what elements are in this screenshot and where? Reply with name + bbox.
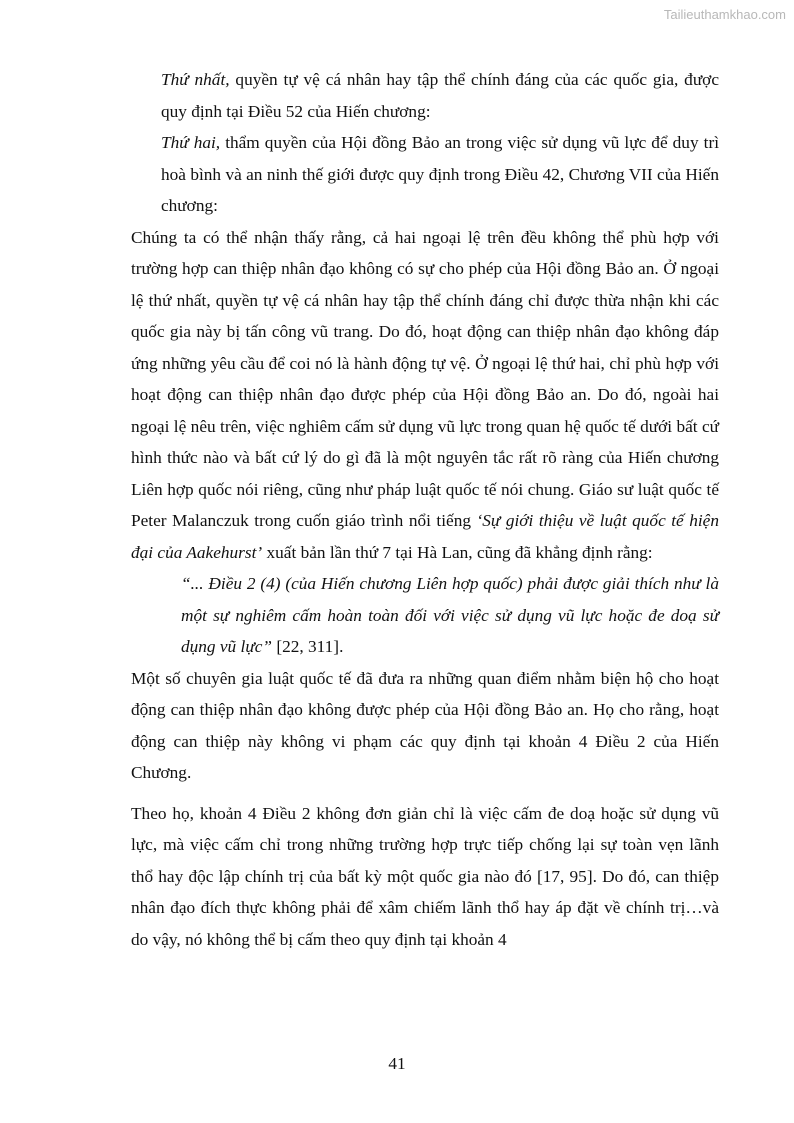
item-first-text: quyền tự vệ cá nhân hay tập thể chính đáng của các quốc gia, được quy định tại Điều 52 của Hiến chương: [161,70,719,121]
document-body [131,64,719,955]
item-second-label: Thứ hai, [161,133,221,152]
watermark: Tailieuthamkhao.com [663,7,786,22]
block-quote [131,568,719,663]
paragraph-1-text: Chúng ta có thể nhận thấy rằng, cả hai ngoại lệ trên đều không thể phù hợp với trường hợp can thiệp nhân đạo không có sự cho phép của Hội đồng Bảo an. Ở ngoại lệ thứ nhất, quyền tự vệ cá nhân hay tập thể chính đáng chỉ được thừa nhận khi các quốc gia này bị tấn công vũ trang. Do đó, hoạt động can thiệp nhân đạo không đáp ứng những yêu cầu để coi nó là hành động tự vệ. Ở ngoại lệ thứ hai, chỉ phù hợp với hoạt động can thiệp nhân đạo được phép của Hội đồng Bảo an. Do đó, ngoài hai ngoại lệ nêu trên, việc nghiêm cấm sử dụng vũ lực trong quan hệ quốc tế dưới bất cứ hình thức nào và bất cứ lý do gì đã là một nguyên tắc rất rõ ràng của Hiến chương Liên hợp quốc nói riêng, cũng như pháp luật quốc tế nói chung. Giáo sư luật quốc tế Peter Malanczuk trong cuốn giáo trình nổi tiếng [131,227,719,530]
quote-text: “... Điều 2 (4) (của Hiến chương Liên hợp quốc) phải được giải thích như là một sự nghiêm cấm hoàn toàn đối với việc sử dụng vũ lực hoặc đe doạ sử dụng vũ lực” [181,574,719,656]
book-title: ‘Sự giới thiệu về luật quốc tế hiện đại của Aakehurst’ [131,511,719,562]
quote-reference: [22, 311]. [272,637,344,656]
item-second [131,127,719,222]
paragraph-1 [131,222,719,569]
paragraph-3: Theo họ, khoản 4 Điều 2 không đơn giản chỉ là việc cấm đe doạ hoặc sử dụng vũ lực, mà việc cấm chỉ trong những trường hợp trực tiếp chống lại sự toàn vẹn lãnh thổ hay độc lập chính trị của bất kỳ một quốc gia nào đó [17, 95]. Do đó, can thiệp nhân đạo đích thực không phải để xâm chiếm lãnh thổ hay áp đặt về chính trị…và do vậy, nó không thể bị cấm theo quy định tại khoản 4 [131,803,719,949]
paragraph-1-tail: xuất bản lần thứ 7 tại Hà Lan, cũng đã khẳng định rằng: [262,542,653,562]
item-second-text: thẩm quyền của Hội đồng Bảo an trong việc sử dụng vũ lực để duy trì hoà bình và an ninh thế giới được quy định trong Điều 42, Chương VII của Hiến chương: [161,133,719,215]
item-first-label: Thứ nhất, [161,70,230,89]
item-first [131,64,719,127]
paragraph-2: Một số chuyên gia luật quốc tế đã đưa ra những quan điểm nhằm biện hộ cho hoạt động can thiệp nhân đạo không được phép của Hội đồng Bảo an. Họ cho rằng, hoạt động can thiệp này không vi phạm các quy định tại khoản 4 Điều 2 của Hiến Chương. [131,668,719,782]
page-number: 41 [388,1054,406,1073]
